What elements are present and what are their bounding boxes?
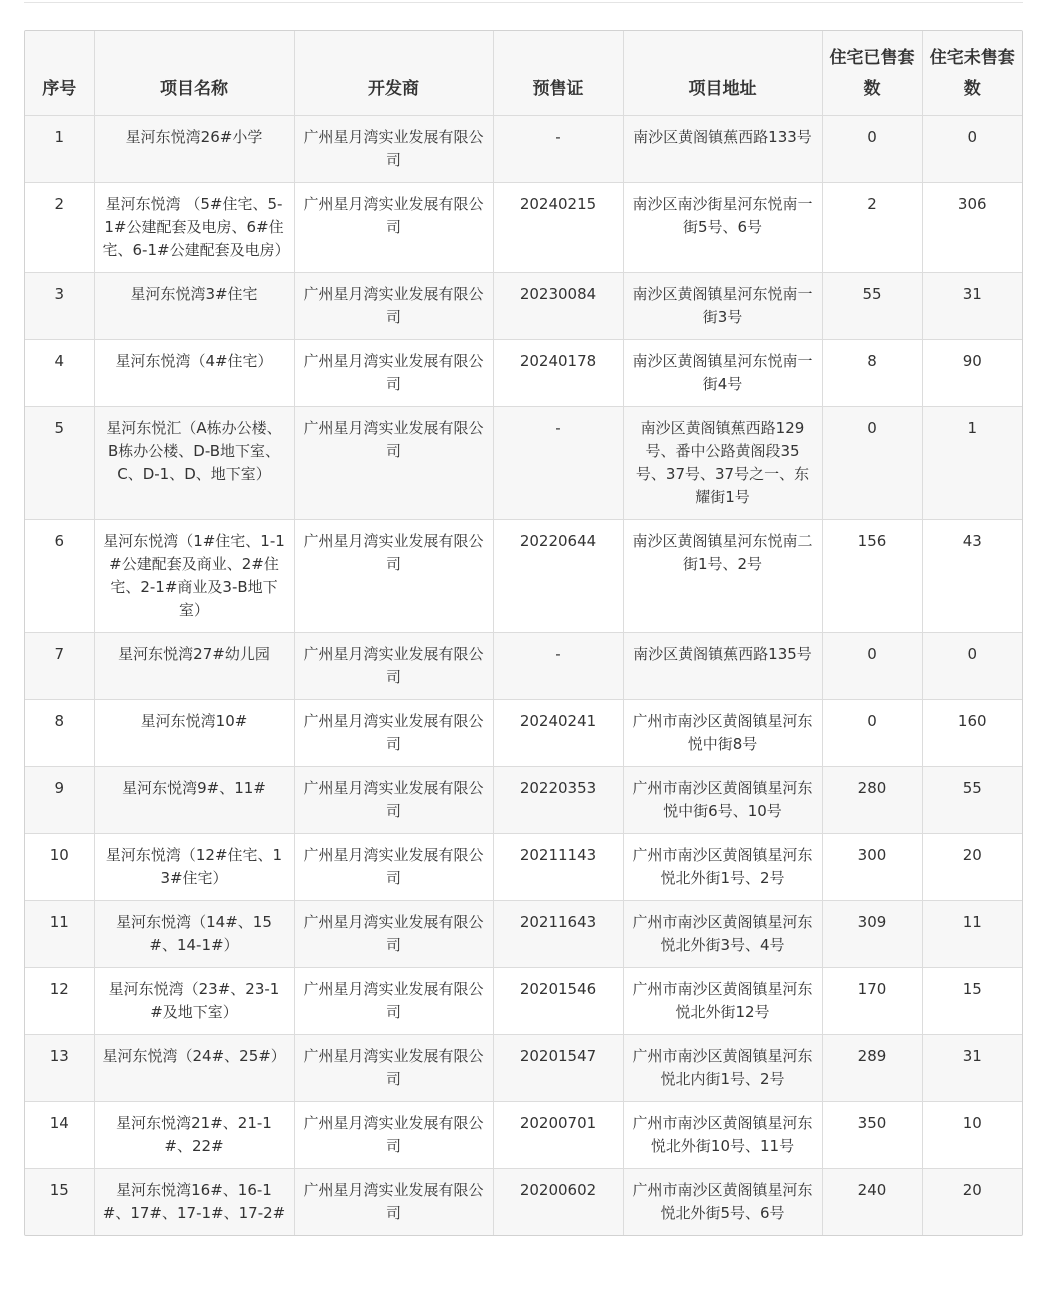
cell-presale-permit: 20201546 <box>493 968 623 1035</box>
project-table-container <box>24 30 1023 1236</box>
cell-project-name: 星河东悦湾 （5#住宅、5-1#公建配套及电房、6#住宅、6-1#公建配套及电房） <box>94 183 294 273</box>
col-header-index: 序号 <box>25 31 94 116</box>
table-row <box>25 116 1022 183</box>
cell-unsold-units: 55 <box>922 767 1022 834</box>
cell-presale-permit: 20211143 <box>493 834 623 901</box>
cell-developer: 广州星月湾实业发展有限公司 <box>294 116 493 183</box>
cell-unsold-units: 0 <box>922 116 1022 183</box>
cell-developer: 广州星月湾实业发展有限公司 <box>294 767 493 834</box>
cell-address: 南沙区黄阁镇蕉西路129号、番中公路黄阁段35号、37号、37号之一、东耀街1号 <box>623 407 822 520</box>
cell-project-name: 星河东悦湾27#幼儿园 <box>94 633 294 700</box>
cell-index: 3 <box>25 273 94 340</box>
cell-developer: 广州星月湾实业发展有限公司 <box>294 183 493 273</box>
table-row <box>25 1035 1022 1102</box>
cell-presale-permit: 20220644 <box>493 520 623 633</box>
cell-unsold-units: 160 <box>922 700 1022 767</box>
cell-sold-units: 170 <box>822 968 922 1035</box>
cell-project-name: 星河东悦湾26#小学 <box>94 116 294 183</box>
cell-unsold-units: 20 <box>922 834 1022 901</box>
table-row <box>25 520 1022 633</box>
cell-sold-units: 8 <box>822 340 922 407</box>
col-header-address: 项目地址 <box>623 31 822 116</box>
cell-presale-permit: 20240178 <box>493 340 623 407</box>
cell-index: 5 <box>25 407 94 520</box>
cell-unsold-units: 11 <box>922 901 1022 968</box>
cell-presale-permit: - <box>493 407 623 520</box>
table-row <box>25 273 1022 340</box>
cell-index: 6 <box>25 520 94 633</box>
cell-developer: 广州星月湾实业发展有限公司 <box>294 834 493 901</box>
cell-sold-units: 0 <box>822 116 922 183</box>
cell-index: 8 <box>25 700 94 767</box>
cell-index: 11 <box>25 901 94 968</box>
cell-sold-units: 289 <box>822 1035 922 1102</box>
cell-project-name: 星河东悦湾（4#住宅） <box>94 340 294 407</box>
table-row <box>25 407 1022 520</box>
cell-project-name: 星河东悦湾3#住宅 <box>94 273 294 340</box>
cell-unsold-units: 90 <box>922 340 1022 407</box>
cell-presale-permit: 20211643 <box>493 901 623 968</box>
cell-address: 广州市南沙区黄阁镇星河东悦北内街1号、2号 <box>623 1035 822 1102</box>
cell-sold-units: 0 <box>822 700 922 767</box>
cell-presale-permit: 20220353 <box>493 767 623 834</box>
cell-address: 南沙区黄阁镇蕉西路135号 <box>623 633 822 700</box>
cell-unsold-units: 306 <box>922 183 1022 273</box>
cell-unsold-units: 31 <box>922 1035 1022 1102</box>
cell-index: 9 <box>25 767 94 834</box>
cell-developer: 广州星月湾实业发展有限公司 <box>294 520 493 633</box>
cell-developer: 广州星月湾实业发展有限公司 <box>294 407 493 520</box>
table-row <box>25 901 1022 968</box>
table-row <box>25 1102 1022 1169</box>
cell-project-name: 星河东悦湾10# <box>94 700 294 767</box>
cell-developer: 广州星月湾实业发展有限公司 <box>294 901 493 968</box>
col-header-developer: 开发商 <box>294 31 493 116</box>
cell-unsold-units: 20 <box>922 1169 1022 1236</box>
cell-index: 7 <box>25 633 94 700</box>
cell-developer: 广州星月湾实业发展有限公司 <box>294 340 493 407</box>
cell-project-name: 星河东悦汇（A栋办公楼、B栋办公楼、D-B地下室、C、D-1、D、地下室） <box>94 407 294 520</box>
cell-presale-permit: 20240241 <box>493 700 623 767</box>
col-header-sold-units: 住宅已售套数 <box>822 31 922 116</box>
cell-index: 2 <box>25 183 94 273</box>
cell-address: 南沙区黄阁镇星河东悦南二街1号、2号 <box>623 520 822 633</box>
table-row <box>25 183 1022 273</box>
cell-project-name: 星河东悦湾（14#、15#、14-1#） <box>94 901 294 968</box>
top-divider <box>24 2 1023 3</box>
cell-address: 广州市南沙区黄阁镇星河东悦北外街1号、2号 <box>623 834 822 901</box>
cell-project-name: 星河东悦湾（12#住宅、13#住宅） <box>94 834 294 901</box>
cell-unsold-units: 31 <box>922 273 1022 340</box>
cell-address: 南沙区黄阁镇蕉西路133号 <box>623 116 822 183</box>
table-header-row <box>25 31 1022 116</box>
cell-project-name: 星河东悦湾16#、16-1#、17#、17-1#、17-2# <box>94 1169 294 1236</box>
cell-developer: 广州星月湾实业发展有限公司 <box>294 1035 493 1102</box>
cell-sold-units: 350 <box>822 1102 922 1169</box>
table-row <box>25 633 1022 700</box>
cell-address: 南沙区黄阁镇星河东悦南一街3号 <box>623 273 822 340</box>
cell-project-name: 星河东悦湾（23#、23-1#及地下室） <box>94 968 294 1035</box>
col-header-project-name: 项目名称 <box>94 31 294 116</box>
table-row <box>25 340 1022 407</box>
cell-unsold-units: 15 <box>922 968 1022 1035</box>
col-header-presale-permit: 预售证 <box>493 31 623 116</box>
cell-sold-units: 0 <box>822 407 922 520</box>
cell-presale-permit: 20200602 <box>493 1169 623 1236</box>
cell-presale-permit: 20201547 <box>493 1035 623 1102</box>
cell-unsold-units: 1 <box>922 407 1022 520</box>
cell-index: 12 <box>25 968 94 1035</box>
cell-presale-permit: - <box>493 633 623 700</box>
cell-address: 广州市南沙区黄阁镇星河东悦中街6号、10号 <box>623 767 822 834</box>
cell-developer: 广州星月湾实业发展有限公司 <box>294 1169 493 1236</box>
cell-presale-permit: 20200701 <box>493 1102 623 1169</box>
cell-address: 广州市南沙区黄阁镇星河东悦北外街3号、4号 <box>623 901 822 968</box>
cell-address: 广州市南沙区黄阁镇星河东悦北外街10号、11号 <box>623 1102 822 1169</box>
table-row <box>25 700 1022 767</box>
table-row <box>25 834 1022 901</box>
cell-sold-units: 0 <box>822 633 922 700</box>
cell-sold-units: 240 <box>822 1169 922 1236</box>
cell-project-name: 星河东悦湾（1#住宅、1-1#公建配套及商业、2#住宅、2-1#商业及3-B地下室） <box>94 520 294 633</box>
table-body <box>25 116 1022 1236</box>
cell-address: 南沙区南沙街星河东悦南一街5号、6号 <box>623 183 822 273</box>
cell-project-name: 星河东悦湾21#、21-1#、22# <box>94 1102 294 1169</box>
cell-sold-units: 280 <box>822 767 922 834</box>
cell-presale-permit: 20230084 <box>493 273 623 340</box>
cell-index: 13 <box>25 1035 94 1102</box>
cell-unsold-units: 10 <box>922 1102 1022 1169</box>
col-header-unsold-units: 住宅未售套数 <box>922 31 1022 116</box>
cell-index: 14 <box>25 1102 94 1169</box>
cell-index: 15 <box>25 1169 94 1236</box>
cell-address: 广州市南沙区黄阁镇星河东悦中街8号 <box>623 700 822 767</box>
cell-unsold-units: 0 <box>922 633 1022 700</box>
cell-address: 广州市南沙区黄阁镇星河东悦北外街5号、6号 <box>623 1169 822 1236</box>
cell-sold-units: 156 <box>822 520 922 633</box>
cell-address: 南沙区黄阁镇星河东悦南一街4号 <box>623 340 822 407</box>
cell-sold-units: 300 <box>822 834 922 901</box>
cell-index: 1 <box>25 116 94 183</box>
cell-address: 广州市南沙区黄阁镇星河东悦北外街12号 <box>623 968 822 1035</box>
cell-developer: 广州星月湾实业发展有限公司 <box>294 1102 493 1169</box>
cell-sold-units: 55 <box>822 273 922 340</box>
cell-developer: 广州星月湾实业发展有限公司 <box>294 633 493 700</box>
cell-project-name: 星河东悦湾9#、11# <box>94 767 294 834</box>
table-row <box>25 968 1022 1035</box>
cell-sold-units: 2 <box>822 183 922 273</box>
cell-index: 4 <box>25 340 94 407</box>
cell-developer: 广州星月湾实业发展有限公司 <box>294 700 493 767</box>
cell-project-name: 星河东悦湾（24#、25#） <box>94 1035 294 1102</box>
cell-index: 10 <box>25 834 94 901</box>
table-row <box>25 1169 1022 1236</box>
cell-developer: 广州星月湾实业发展有限公司 <box>294 968 493 1035</box>
cell-presale-permit: 20240215 <box>493 183 623 273</box>
cell-developer: 广州星月湾实业发展有限公司 <box>294 273 493 340</box>
cell-unsold-units: 43 <box>922 520 1022 633</box>
table-row <box>25 767 1022 834</box>
cell-presale-permit: - <box>493 116 623 183</box>
project-table <box>25 31 1022 1235</box>
cell-sold-units: 309 <box>822 901 922 968</box>
